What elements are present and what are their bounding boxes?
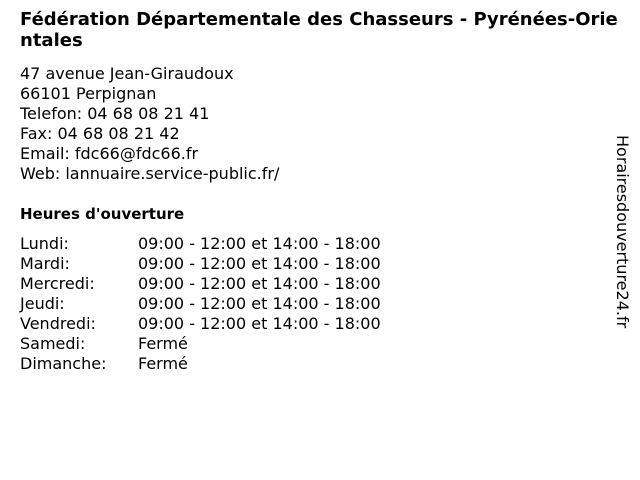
day-hours: 09:00 - 12:00 et 14:00 - 18:00 (138, 254, 381, 273)
day-hours: Fermé (138, 334, 188, 353)
hours-heading: Heures d'ouverture (20, 205, 185, 223)
day-label: Mercredi: (20, 274, 95, 293)
phone-number: Telefon: 04 68 08 21 41 (20, 104, 210, 123)
contact-block (20, 64, 279, 184)
fax-number: Fax: 04 68 08 21 42 (20, 124, 180, 143)
day-label: Vendredi: (20, 314, 96, 333)
organization-title: Fédération Départementale des Chasseurs - Pyrénées-Orientales (20, 9, 618, 51)
day-label: Mardi: (20, 254, 70, 273)
email-address: Email: fdc66@fdc66.fr (20, 144, 199, 163)
day-hours: 09:00 - 12:00 et 14:00 - 18:00 (138, 234, 381, 253)
day-hours: 09:00 - 12:00 et 14:00 - 18:00 (138, 294, 381, 313)
day-hours: 09:00 - 12:00 et 14:00 - 18:00 (138, 274, 381, 293)
day-label: Dimanche: (20, 354, 107, 373)
day-hours: Fermé (138, 354, 188, 373)
site-watermark: Horairesdouverture24.fr (613, 135, 632, 329)
address-city: 66101 Perpignan (20, 84, 157, 103)
website: Web: lannuaire.service-public.fr/ (20, 164, 280, 183)
day-label: Jeudi: (20, 294, 65, 313)
day-label: Samedi: (20, 334, 86, 353)
address-street: 47 avenue Jean-Giraudoux (20, 64, 234, 83)
day-hours: 09:00 - 12:00 et 14:00 - 18:00 (138, 314, 381, 333)
day-label: Lundi: (20, 234, 69, 253)
